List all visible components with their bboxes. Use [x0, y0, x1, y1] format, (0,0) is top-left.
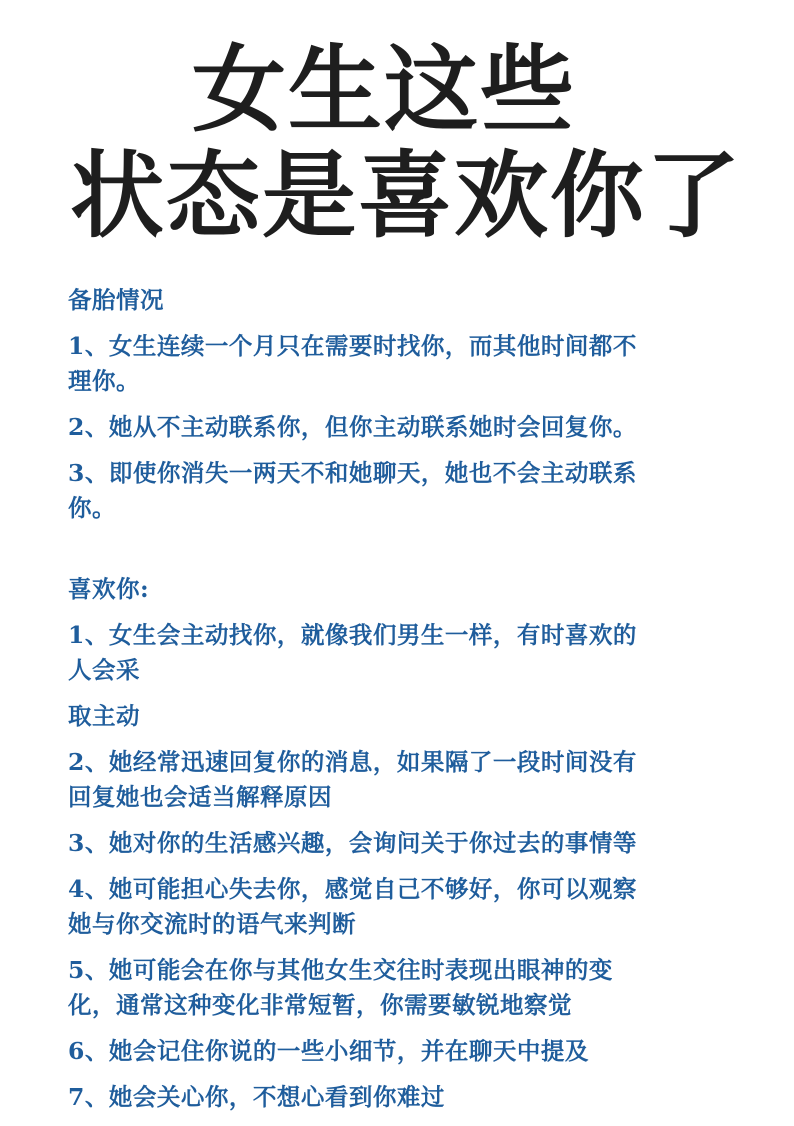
backup-item-1: 1、女生连续一个月只在需要时找你，而其他时间都不 理你。: [68, 332, 637, 395]
backup-item-3: 3、即使你消失一两天不和她聊天，她也不会主动联系 你。: [68, 459, 637, 522]
title-line-1: 女生这些: [192, 36, 577, 145]
likes-section: [68, 572, 718, 1126]
likes-item-5: 5、她可能会在你与其他女生交往时表现出眼神的变 化，通常这种变化非常短暂，你需要敏锐地察觉: [68, 956, 613, 1019]
backup-heading: 备胎情况: [68, 286, 164, 314]
likes-item-7: 7、她会关心你，不想心看到你难过: [68, 1083, 445, 1111]
likes-item-3: 3、她对你的生活感兴趣，会询问关于你过去的事情等: [68, 829, 637, 857]
title-line-2: 状态是喜欢你了: [70, 142, 743, 251]
likes-item-6: 6、她会记住你说的一些小细节，并在聊天中提及: [68, 1037, 589, 1065]
backup-section: [68, 283, 718, 537]
likes-heading: 喜欢你:: [68, 575, 150, 603]
backup-item-2: 2、她从不主动联系你，但你主动联系她时会回复你。: [68, 413, 637, 441]
likes-item-1-continued: 取主动: [68, 702, 140, 730]
likes-item-4: 4、她可能担心失去你，感觉自己不够好，你可以观察 她与你交流时的语气来判断: [68, 875, 637, 938]
likes-item-1: 1、女生会主动找你，就像我们男生一样，有时喜欢的 人会采: [68, 621, 637, 684]
likes-item-2: 2、她经常迅速回复你的消息，如果隔了一段时间没有 回复她也会适当解释原因: [68, 748, 637, 811]
